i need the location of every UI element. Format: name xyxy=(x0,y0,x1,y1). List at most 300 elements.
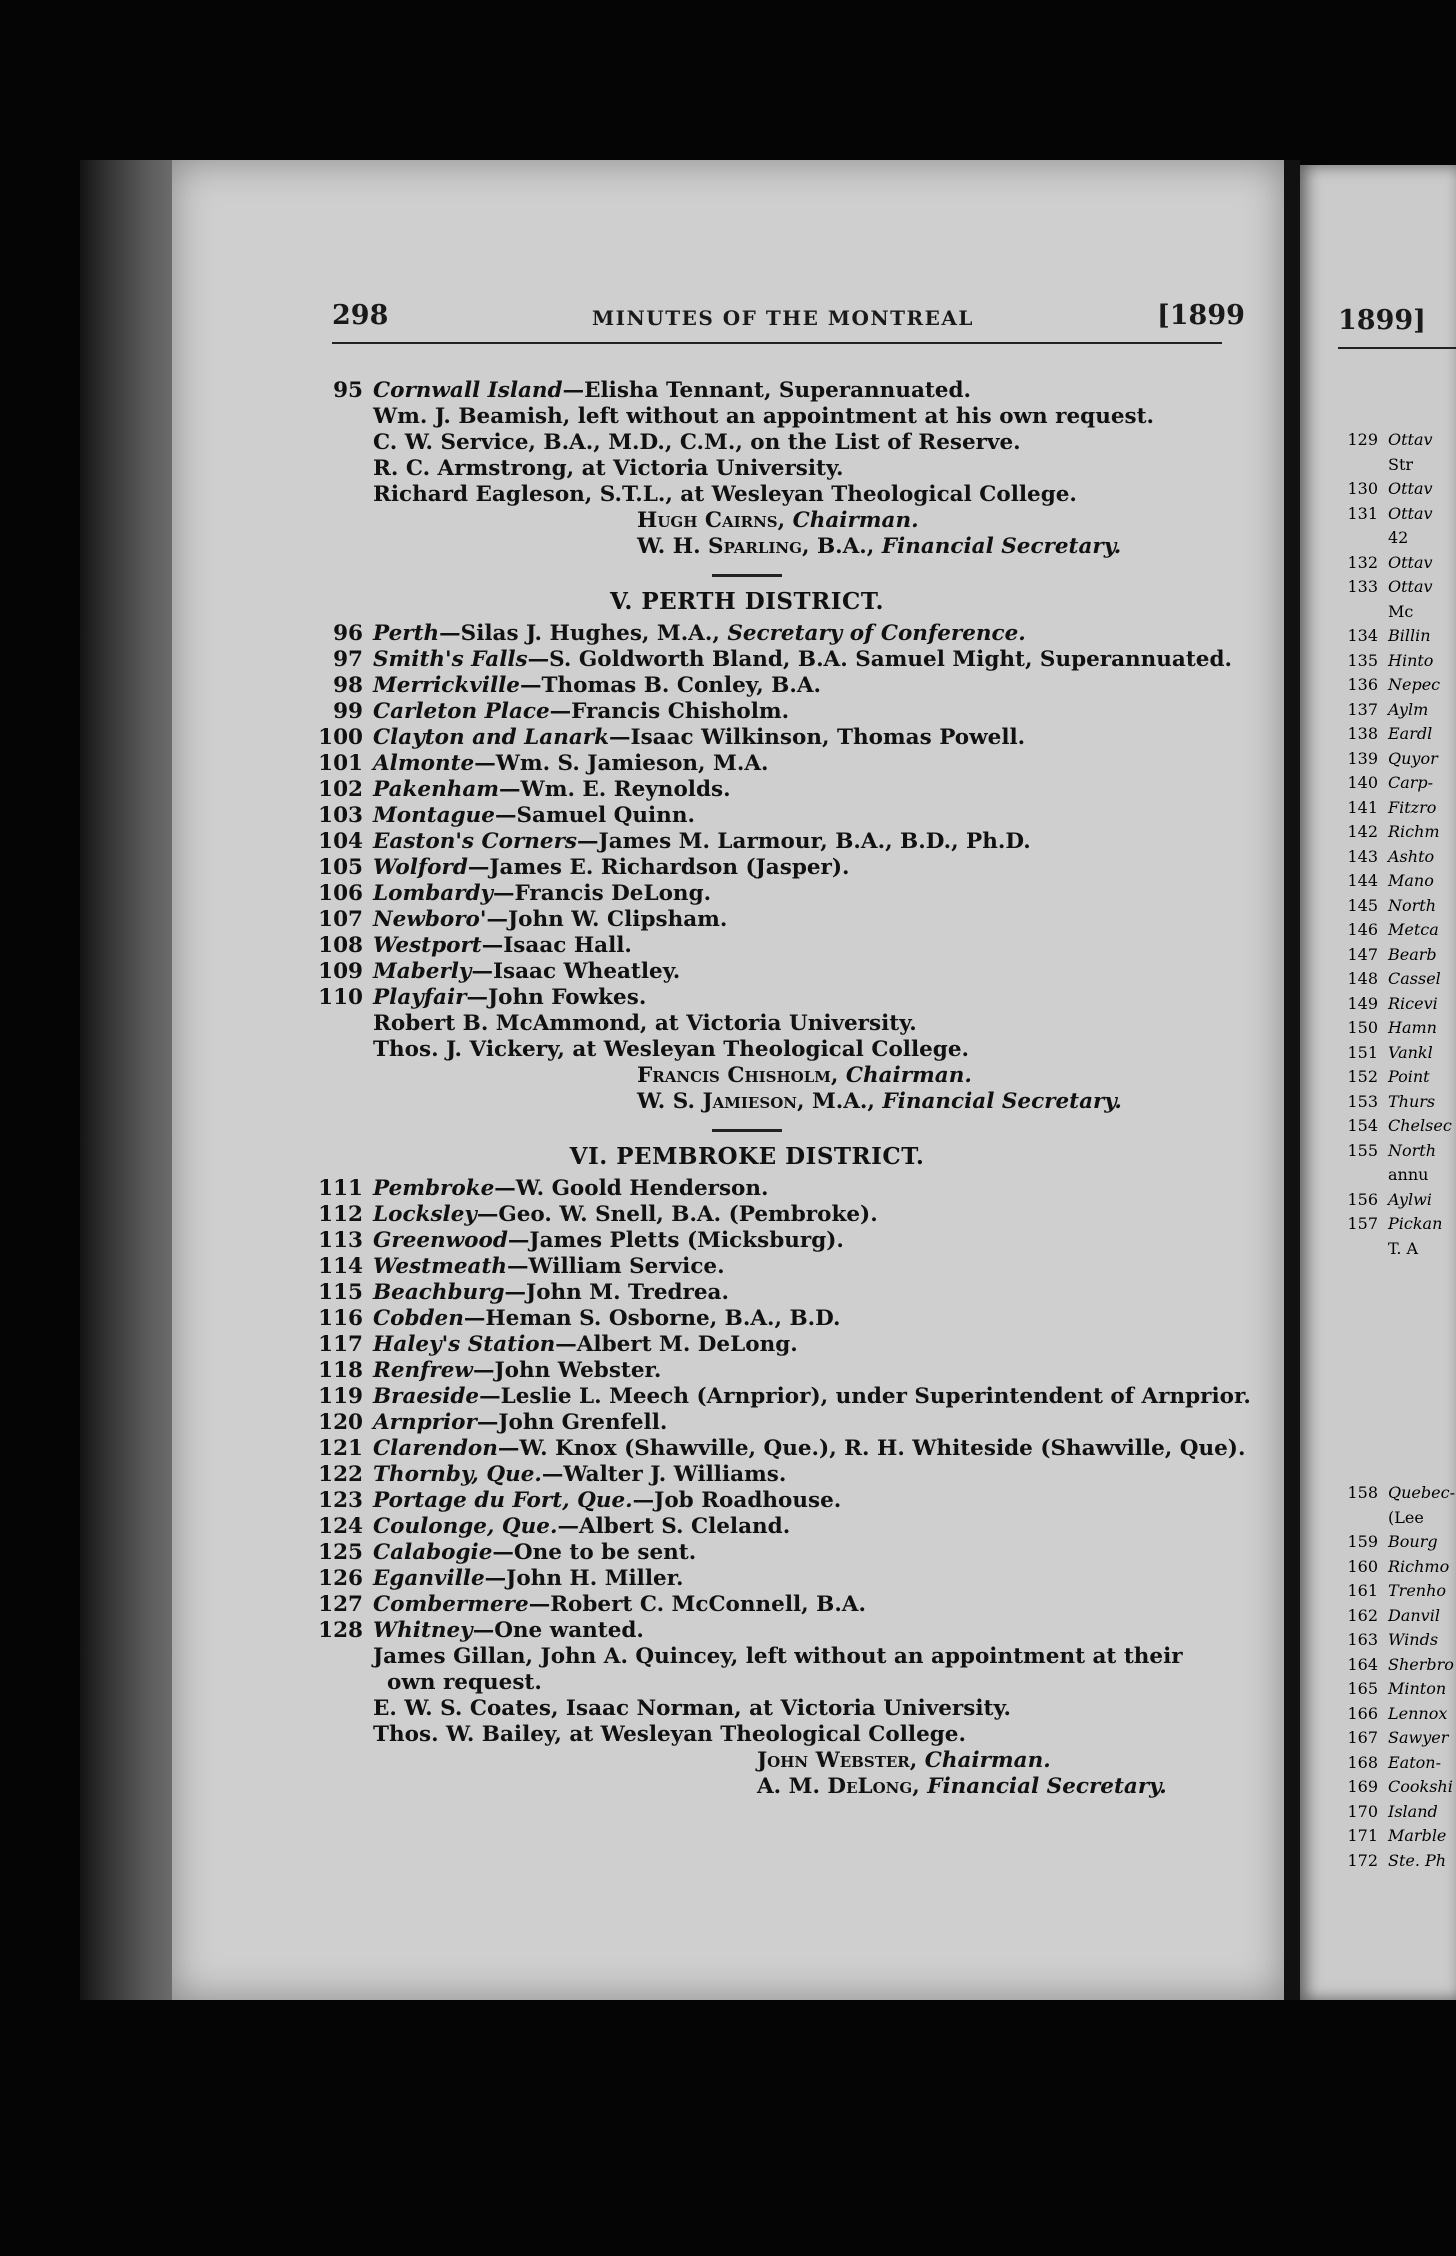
circuit-entry xyxy=(373,1514,790,1540)
circuit-number: 158 xyxy=(1347,1483,1378,1502)
chairman-signature: John Webster, Chairman. xyxy=(757,1748,1051,1773)
circuit-number: 112 xyxy=(318,1202,363,1227)
circuit-place: Lennox xyxy=(1388,1703,1448,1723)
circuit-place: Cassel xyxy=(1388,969,1441,988)
circuit-entry xyxy=(373,881,711,907)
chairman-signature: Francis Chisholm, Chairman. xyxy=(637,1063,972,1088)
circuit-number: 145 xyxy=(1347,895,1378,915)
right-circuit-line xyxy=(1300,1679,1446,1698)
right-circuit-line xyxy=(1300,1777,1453,1796)
circuit-minister: —Francis Chisholm. xyxy=(549,699,790,724)
circuit-number: 148 xyxy=(1347,969,1378,988)
circuit-number: 150 xyxy=(1347,1018,1378,1037)
circuit-place: Renfrew xyxy=(373,1358,473,1383)
page-content xyxy=(317,378,1251,1800)
circuit-number: 138 xyxy=(1347,724,1378,743)
right-circuit-line xyxy=(1300,1116,1452,1135)
circuit-number: 97 xyxy=(333,647,363,672)
circuit-line xyxy=(317,1306,1237,1332)
circuit-place: annu xyxy=(1388,1165,1429,1184)
circuit-number: 122 xyxy=(318,1462,363,1487)
right-circuit-line xyxy=(1300,847,1434,866)
circuit-line xyxy=(317,1514,1237,1540)
right-circuit-line xyxy=(1300,749,1438,768)
circuit-number: 144 xyxy=(1347,871,1378,890)
circuit-number: 100 xyxy=(318,725,363,750)
circuit-minister: —Albert S. Cleland. xyxy=(557,1514,791,1539)
circuit-entry xyxy=(373,1202,878,1228)
circuit-entry xyxy=(373,959,680,985)
right-circuit-line xyxy=(1300,1214,1442,1233)
circuit-place: Almonte xyxy=(373,751,475,776)
circuit-place: T. A xyxy=(1388,1238,1419,1258)
circuit-minister: —Robert C. McConnell, B.A. xyxy=(528,1592,866,1617)
circuit-place: Braeside xyxy=(373,1384,480,1409)
note-line: R. C. Armstrong, at Victoria University. xyxy=(373,456,844,481)
circuit-entry xyxy=(373,1176,769,1202)
circuit-place: Whitney xyxy=(373,1618,473,1643)
circuit-place: Trenho xyxy=(1388,1581,1447,1600)
circuit-place: Quyor xyxy=(1388,748,1438,768)
circuit-place: Portage du Fort, Que. xyxy=(373,1488,633,1513)
circuit-minister: —John M. Tredrea. xyxy=(504,1280,729,1305)
book-binding-edge xyxy=(80,160,175,2000)
circuit-number: 124 xyxy=(318,1514,363,1539)
circuit-place: Fitzro xyxy=(1388,797,1437,817)
circuit-place: Ottav xyxy=(1388,503,1433,523)
circuit-number: 147 xyxy=(1347,944,1378,964)
circuit-entry xyxy=(373,1358,661,1384)
right-circuit-line xyxy=(1300,969,1441,988)
circuit-place: Richmo xyxy=(1388,1556,1450,1576)
right-circuit-line xyxy=(1300,1581,1446,1600)
circuit-number: 134 xyxy=(1347,626,1378,645)
circuit-entry xyxy=(373,933,632,959)
secretary-signature: W. S. Jamieson, M.A., Financial Secretary. xyxy=(637,1089,1122,1114)
right-circuit-line xyxy=(1300,945,1437,964)
secretary-signature: A. M. DeLong, Financial Secretary. xyxy=(757,1774,1167,1799)
circuit-entry xyxy=(373,803,695,829)
circuit-place: Chelsec xyxy=(1388,1116,1452,1135)
circuit-place: Montague xyxy=(373,803,495,828)
circuit-number: 151 xyxy=(1347,1042,1378,1062)
circuit-place: Easton's Corners xyxy=(373,829,578,854)
circuit-minister: —One wanted. xyxy=(472,1618,644,1643)
circuit-minister: —Leslie L. Meech (Arnprior), under Superintendent of Arnprior. xyxy=(479,1384,1251,1409)
circuit-line xyxy=(317,1202,1237,1228)
circuit-entry xyxy=(373,1228,844,1254)
right-circuit-line xyxy=(1300,1239,1418,1258)
circuit-number: 160 xyxy=(1347,1556,1378,1576)
circuit-place: Str xyxy=(1388,454,1414,474)
circuit-number: 109 xyxy=(318,959,363,984)
circuit-line xyxy=(317,751,1237,777)
circuit-place: Eaton- xyxy=(1388,1752,1441,1772)
right-circuit-line xyxy=(1300,994,1438,1013)
circuit-number: 172 xyxy=(1347,1850,1378,1870)
right-circuit-line xyxy=(1300,553,1433,572)
circuit-number: 117 xyxy=(318,1332,363,1357)
circuit-place: Calabogie xyxy=(373,1540,493,1565)
right-circuit-line xyxy=(1300,504,1433,523)
circuit-place: Coulonge, Que. xyxy=(373,1514,558,1539)
right-circuit-line xyxy=(1300,1728,1448,1747)
circuit-minister: —One to be sent. xyxy=(492,1540,697,1565)
circuit-number: 171 xyxy=(1347,1826,1378,1845)
circuit-number: 128 xyxy=(318,1618,363,1643)
chairman-signature: Hugh Cairns, Chairman. xyxy=(637,508,919,533)
circuit-line xyxy=(317,855,1237,881)
circuit-line xyxy=(317,673,1237,699)
circuit-entry xyxy=(373,1540,696,1566)
circuit-entry xyxy=(373,1254,725,1280)
circuit-line xyxy=(317,1384,1251,1410)
circuit-number: 125 xyxy=(318,1540,363,1565)
circuit-number: 163 xyxy=(1347,1630,1378,1649)
right-circuit-line xyxy=(1300,528,1408,547)
circuit-entry xyxy=(373,855,850,881)
page-number: 298 xyxy=(332,300,389,331)
circuit-place: Hamn xyxy=(1388,1018,1437,1037)
circuit-number: 156 xyxy=(1347,1189,1378,1209)
circuit-minister: —Walter J. Williams. xyxy=(541,1462,787,1487)
circuit-minister: —Silas J. Hughes, M.A., xyxy=(439,621,728,646)
circuit-number: 98 xyxy=(333,673,363,698)
circuit-place: Aylwi xyxy=(1388,1189,1432,1209)
right-circuit-line xyxy=(1300,1606,1440,1625)
circuit-entry xyxy=(373,1306,841,1332)
circuit-entry xyxy=(373,1436,1245,1462)
circuit-line xyxy=(317,725,1237,751)
right-circuit-line xyxy=(1300,798,1436,817)
circuit-number: 132 xyxy=(1347,552,1378,572)
secretary-signature: W. H. Sparling, B.A., Financial Secretary. xyxy=(637,534,1122,559)
circuit-place: Metca xyxy=(1388,920,1439,939)
circuit-number: 120 xyxy=(318,1410,363,1435)
circuit-number: 142 xyxy=(1347,822,1378,841)
circuit-place: Minton xyxy=(1388,1679,1447,1698)
circuit-minister: —W. Goold Henderson. xyxy=(494,1176,769,1201)
right-circuit-line xyxy=(1300,822,1440,841)
circuit-place: Haley's Station xyxy=(373,1332,556,1357)
circuit-number: 113 xyxy=(318,1228,363,1253)
circuit-entry xyxy=(373,1384,1251,1410)
circuit-place: Beachburg xyxy=(373,1280,505,1305)
circuit-place: Ricevi xyxy=(1388,993,1438,1013)
circuit-minister: —Isaac Hall. xyxy=(481,933,632,958)
circuit-number: 153 xyxy=(1347,1091,1378,1111)
note-line: Wm. J. Beamish, left without an appointment at his own request. xyxy=(373,404,1155,429)
circuit-entry xyxy=(373,699,789,725)
circuit-number: 154 xyxy=(1347,1116,1378,1135)
circuit-line xyxy=(317,1410,1237,1436)
note-line: Thos. W. Bailey, at Wesleyan Theological College. xyxy=(373,1722,966,1747)
circuit-place: Clayton and Lanark xyxy=(373,725,610,750)
circuit-number: 149 xyxy=(1347,993,1378,1013)
circuit-place: Ashto xyxy=(1388,846,1435,866)
circuit-entry xyxy=(373,621,1026,647)
right-circuit-line xyxy=(1300,1483,1455,1502)
circuit-number: 168 xyxy=(1347,1752,1378,1772)
circuit-number: 135 xyxy=(1347,650,1378,670)
circuit-place: Carleton Place xyxy=(373,699,550,724)
right-circuit-line xyxy=(1300,577,1433,596)
note-line: E. W. S. Coates, Isaac Norman, at Victoria University. xyxy=(373,1696,1011,1721)
circuit-place: Cookshi xyxy=(1388,1777,1453,1796)
perth-circuit-list xyxy=(317,621,1237,1011)
circuit-place: Combermere xyxy=(373,1592,529,1617)
circuit-entry xyxy=(373,647,1232,673)
district-heading: VI. PEMBROKE DISTRICT. xyxy=(569,1143,925,1170)
circuit-number: 165 xyxy=(1347,1679,1378,1698)
circuit-place: Westport xyxy=(373,933,482,958)
circuit-entry xyxy=(373,1566,684,1592)
circuit-entry xyxy=(373,725,1025,751)
book-gutter xyxy=(1284,160,1300,2000)
right-circuit-line xyxy=(1300,896,1436,915)
circuit-minister: —John H. Miller. xyxy=(484,1566,684,1591)
circuit-minister: —S. Goldworth Bland, B.A. Samuel Might, Superannuated. xyxy=(527,647,1232,672)
circuit-minister: —John W. Clipsham. xyxy=(486,907,728,932)
circuit-line xyxy=(317,1280,1237,1306)
circuit-minister: —Albert M. DeLong. xyxy=(555,1332,798,1357)
circuit-line xyxy=(317,647,1237,673)
circuit-number: 170 xyxy=(1347,1801,1378,1821)
circuit-place: Mano xyxy=(1388,871,1434,890)
right-circuit-line xyxy=(1300,1753,1441,1772)
circuit-place: Merrickville xyxy=(373,673,520,698)
circuit-place: Thornby, Que. xyxy=(373,1462,542,1487)
circuit-number: 141 xyxy=(1347,797,1378,817)
circuit-place: Perth xyxy=(373,621,440,646)
circuit-minister: —Job Roadhouse. xyxy=(632,1488,842,1513)
circuit-place: Cobden xyxy=(373,1306,464,1331)
circuit-line xyxy=(317,803,1237,829)
header-rule xyxy=(332,342,1222,344)
right-circuit-line xyxy=(1300,1508,1424,1527)
circuit-place: Sherbro xyxy=(1388,1654,1454,1674)
right-header-rule xyxy=(1338,347,1456,349)
right-header-year: 1899] xyxy=(1338,305,1426,336)
circuit-number: 114 xyxy=(318,1254,363,1279)
circuit-line xyxy=(317,907,1237,933)
circuit-place: Greenwood xyxy=(373,1228,508,1253)
note-line: Robert B. McAmmond, at Victoria University. xyxy=(373,1011,917,1036)
circuit-number: 152 xyxy=(1347,1067,1378,1086)
circuit-place: Carp- xyxy=(1388,773,1434,792)
circuit-number: 102 xyxy=(318,777,363,802)
circuit-number: 108 xyxy=(318,933,363,958)
circuit-minister: —Wm. S. Jamieson, M.A. xyxy=(474,751,769,776)
circuit-place: Bearb xyxy=(1388,944,1437,964)
circuit-number: 166 xyxy=(1347,1703,1378,1723)
right-circuit-line xyxy=(1300,1802,1438,1821)
right-page xyxy=(1300,165,1456,2000)
circuit-place: (Lee xyxy=(1388,1507,1424,1527)
right-circuit-line xyxy=(1300,1851,1446,1870)
circuit-number: 126 xyxy=(318,1566,363,1591)
circuit-number: 105 xyxy=(318,855,363,880)
circuit-number: 159 xyxy=(1347,1532,1378,1551)
circuit-number: 111 xyxy=(318,1176,363,1201)
circuit-place: North xyxy=(1388,895,1437,915)
circuit-place: Lombardy xyxy=(373,881,494,906)
right-circuit-line xyxy=(1300,1165,1428,1184)
circuit-place: Newboro' xyxy=(373,907,487,932)
circuit-entry xyxy=(373,777,731,803)
circuit-number: 137 xyxy=(1347,699,1378,719)
circuit-place: Thurs xyxy=(1388,1091,1436,1111)
circuit-number: 116 xyxy=(318,1306,363,1331)
circuit-minister: —James Pletts (Micksburg). xyxy=(507,1228,844,1253)
circuit-number: 104 xyxy=(318,829,363,854)
circuit-place: Westmeath xyxy=(373,1254,508,1279)
circuit-number: 107 xyxy=(318,907,363,932)
right-circuit-line xyxy=(1300,1018,1437,1037)
header-year: [1899 xyxy=(1157,300,1245,331)
circuit-line xyxy=(317,959,1237,985)
circuit-line: 95 Cornwall Island—Elisha Tennant, Superannuated. xyxy=(333,378,972,403)
circuit-number: 155 xyxy=(1347,1140,1378,1160)
right-circuit-line xyxy=(1300,1826,1446,1845)
right-circuit-line xyxy=(1300,1141,1436,1160)
circuit-place: Arnprior xyxy=(373,1410,477,1435)
circuit-line xyxy=(317,1358,1237,1384)
circuit-minister: —John Webster. xyxy=(472,1358,662,1383)
circuit-number: 143 xyxy=(1347,846,1378,866)
circuit-place: Nepec xyxy=(1388,675,1441,694)
circuit-number: 123 xyxy=(318,1488,363,1513)
right-circuit-line xyxy=(1300,602,1413,621)
circuit-place: Bourg xyxy=(1388,1532,1438,1551)
note-line: own request. xyxy=(387,1670,542,1695)
right-circuit-line xyxy=(1300,1067,1430,1086)
circuit-entry xyxy=(373,1592,866,1618)
circuit-number: 119 xyxy=(318,1384,363,1409)
right-circuit-line xyxy=(1300,724,1432,743)
circuit-line xyxy=(317,1488,1237,1514)
right-circuit-line xyxy=(1300,675,1440,694)
circuit-number: 139 xyxy=(1347,748,1378,768)
circuit-number: 110 xyxy=(318,985,363,1010)
circuit-place: Clarendon xyxy=(373,1436,498,1461)
circuit-minister: —W. Knox (Shawville, Que.), R. H. Whiteside (Shawville, Que). xyxy=(497,1436,1246,1461)
circuit-place: Smith's Falls xyxy=(373,647,528,672)
note-line: James Gillan, John A. Quincey, left without an appointment at their xyxy=(373,1644,1183,1669)
circuit-place: Ottav xyxy=(1388,552,1433,572)
circuit-place: Locksley xyxy=(373,1202,477,1227)
circuit-minister: —Heman S. Osborne, B.A., B.D. xyxy=(463,1306,841,1331)
circuit-number: 161 xyxy=(1347,1581,1378,1600)
circuit-entry xyxy=(373,985,646,1011)
note-line: C. W. Service, B.A., M.D., C.M., on the List of Reserve. xyxy=(373,430,1021,455)
circuit-number: 146 xyxy=(1347,920,1378,939)
circuit-minister: —Samuel Quinn. xyxy=(494,803,695,828)
circuit-number: 118 xyxy=(318,1358,363,1383)
circuit-entry xyxy=(373,907,727,933)
right-circuit-line xyxy=(1300,1092,1435,1111)
circuit-entry xyxy=(373,1280,729,1306)
circuit-place: Playfair xyxy=(373,985,467,1010)
note-line: Richard Eagleson, S.T.L., at Wesleyan Theological College. xyxy=(373,482,1077,507)
circuit-line xyxy=(317,1436,1246,1462)
circuit-place: Ottav xyxy=(1388,479,1433,498)
circuit-line xyxy=(317,1618,1237,1644)
circuit-number: 131 xyxy=(1347,503,1378,523)
circuit-line xyxy=(317,777,1237,803)
circuit-place: Aylm xyxy=(1388,699,1429,719)
circuit-entry xyxy=(373,1488,841,1514)
circuit-line xyxy=(317,1228,1237,1254)
circuit-place: Point xyxy=(1388,1067,1430,1086)
circuit-place: Pakenham xyxy=(373,777,500,802)
circuit-number: 115 xyxy=(318,1280,363,1305)
circuit-place: Mc xyxy=(1388,601,1414,621)
circuit-line xyxy=(317,933,1237,959)
circuit-number: 157 xyxy=(1347,1214,1378,1233)
circuit-place: Ste. Ph xyxy=(1388,1850,1447,1870)
circuit-minister: —James E. Richardson (Jasper). xyxy=(467,855,850,880)
circuit-line xyxy=(317,1592,1237,1618)
circuit-number: 96 xyxy=(333,621,363,646)
circuit-number: 106 xyxy=(318,881,363,906)
circuit-entry xyxy=(373,1462,786,1488)
right-circuit-line xyxy=(1300,920,1439,939)
section-divider xyxy=(712,1129,782,1132)
circuit-minister: —Geo. W. Snell, B.A. (Pembroke). xyxy=(476,1202,878,1227)
right-circuit-line xyxy=(1300,1630,1438,1649)
circuit-line xyxy=(317,1176,1237,1202)
circuit-office: Secretary of Conference. xyxy=(727,621,1026,646)
circuit-place: Danvil xyxy=(1388,1605,1440,1625)
circuit-line xyxy=(317,1566,1237,1592)
circuit-place: 42 xyxy=(1388,528,1409,547)
right-circuit-line xyxy=(1300,700,1428,719)
circuit-place: Maberly xyxy=(373,959,472,984)
circuit-line xyxy=(317,881,1237,907)
right-circuit-line xyxy=(1300,479,1433,498)
circuit-number: 121 xyxy=(318,1436,363,1461)
circuit-place: Ottav xyxy=(1388,577,1433,596)
circuit-number: 169 xyxy=(1347,1777,1378,1796)
circuit-place: Quebec- xyxy=(1388,1483,1455,1502)
circuit-line xyxy=(317,829,1237,855)
circuit-number: 99 xyxy=(333,699,363,724)
circuit-place: Island xyxy=(1388,1801,1438,1821)
circuit-place: Pembroke xyxy=(373,1176,495,1201)
circuit-number: 130 xyxy=(1347,479,1378,498)
circuit-entry xyxy=(373,1410,667,1436)
circuit-place: Hinto xyxy=(1388,650,1434,670)
circuit-place: Billin xyxy=(1388,626,1431,645)
circuit-number: 127 xyxy=(318,1592,363,1617)
circuit-line xyxy=(317,699,1237,725)
circuit-minister: —James M. Larmour, B.A., B.D., Ph.D. xyxy=(577,829,1031,854)
right-circuit-line xyxy=(1300,651,1433,670)
circuit-line xyxy=(317,621,1237,647)
circuit-place: North xyxy=(1388,1140,1437,1160)
note-line: Thos. J. Vickery, at Wesleyan Theological College. xyxy=(373,1037,969,1062)
pembroke-circuit-list xyxy=(317,1176,1251,1644)
right-circuit-line xyxy=(1300,1043,1433,1062)
section-divider xyxy=(712,574,782,577)
circuit-minister: —William Service. xyxy=(507,1254,725,1279)
circuit-minister: —John Grenfell. xyxy=(476,1410,668,1435)
right-circuit-line xyxy=(1300,1532,1438,1551)
right-circuit-line xyxy=(1300,626,1431,645)
circuit-place: Ottav xyxy=(1388,430,1433,449)
circuit-entry xyxy=(373,829,1031,855)
